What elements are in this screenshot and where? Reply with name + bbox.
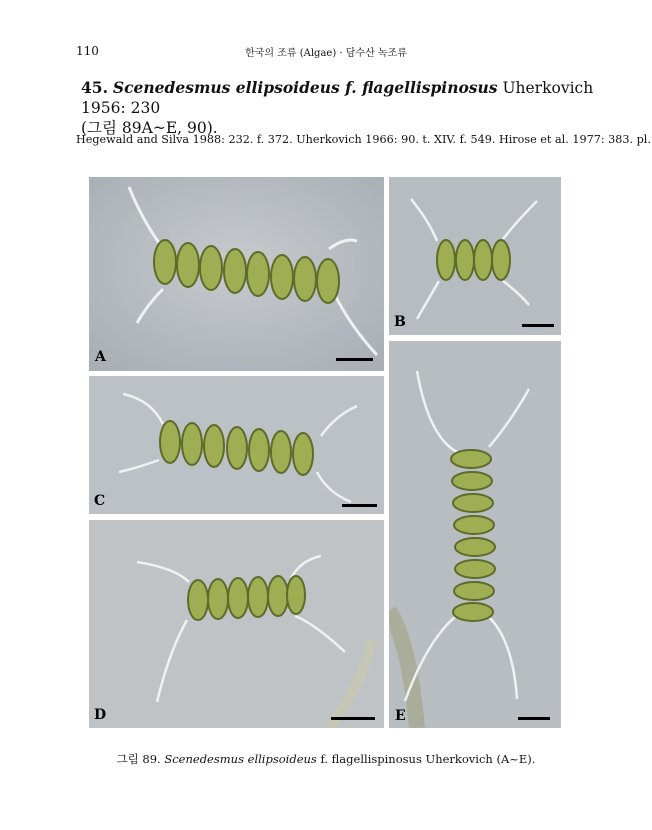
scale-bar-d (331, 717, 375, 720)
scale-bar-e (518, 717, 550, 720)
scale-bar-c (342, 504, 377, 507)
panel-label-e: E (395, 708, 406, 724)
references: Hegewald and Silva 1988: 232. f. 372. Uherkovich 1966: 90. t. XIV. f. 549. Hirose et al. 1977: 383. pl. (76, 133, 651, 146)
micrograph-panel-e (389, 341, 561, 728)
caption-species-name: Scenedesmus ellipsoideus (164, 752, 317, 766)
panel-label-c: C (94, 493, 106, 509)
species-heading (81, 78, 601, 138)
species-number: 45. (81, 78, 108, 97)
running-head: 한국의 조류 (Algae) · 담수산 녹조류 (245, 48, 407, 59)
panel-label-b: B (394, 314, 406, 330)
scale-bar-b (522, 324, 554, 327)
caption-suffix: f. flagellispinosus Uherkovich (A~E). (320, 752, 536, 766)
species-authority: Uherkovich 1956: 230 (81, 79, 594, 117)
page-number: 110 (76, 44, 99, 58)
micrograph-d-image (89, 520, 384, 728)
micrograph-panel-c (89, 376, 384, 514)
micrograph-e-image (389, 341, 561, 728)
panel-label-d: D (94, 707, 107, 723)
figure-reference: (그림 89A~E, 90). (81, 119, 218, 137)
scale-bar-a (336, 358, 373, 361)
micrograph-b-image (389, 177, 561, 335)
figure-caption (0, 751, 652, 767)
micrograph-a-image (89, 177, 384, 371)
micrograph-c-image (89, 376, 384, 514)
micrograph-panel-d (89, 520, 384, 728)
panel-label-a: A (95, 349, 106, 365)
micrograph-panel-a (89, 177, 384, 371)
caption-prefix: 그림 89. (116, 752, 161, 766)
micrograph-panel-b (389, 177, 561, 335)
species-name: Scenedesmus ellipsoideus f. flagellispinosus (112, 78, 498, 97)
